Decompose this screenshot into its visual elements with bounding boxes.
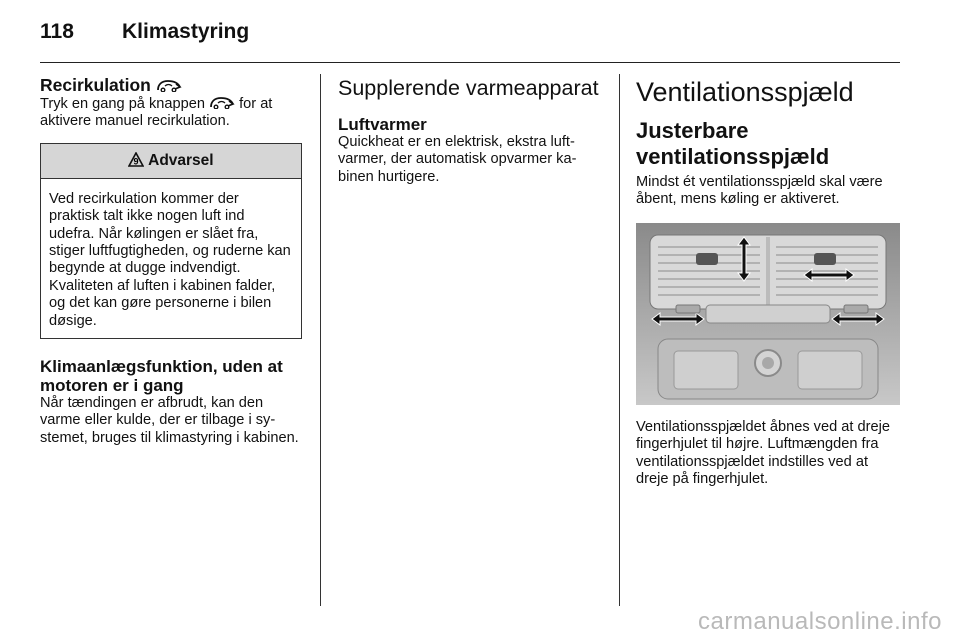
supplementary-heater-heading: Supplerende varmeapparat (338, 76, 599, 100)
air-heater-paragraph: Quickheat er en elektrisk, ekstra luftvarmer, der automatisk opvarmer kabinen hurtigere. (338, 134, 577, 185)
air-heater-subheading: Luftvarmer (338, 115, 427, 134)
warning-title: Advarsel (148, 151, 214, 169)
column-left (40, 76, 302, 447)
recirculation-icon (209, 95, 235, 109)
column-middle (338, 76, 602, 186)
engine-off-heading: Klimaanlægsfunktion, uden at motoren er i gang (40, 357, 283, 396)
warning-triangle-icon (128, 152, 144, 167)
recirculation-text-a: Tryk en gang på knappen (40, 96, 205, 112)
warning-text: Ved recirkulation kommer der praktisk talt ikke nogen luft ind udefra. Når kølingen er slået fra, stiger luftfugtigheden, og ruderne kan begynde at dugge indvendigt. Kvaliteten af luften i kabinen falder, og det kan gøre personerne i bilen døsige. (49, 190, 291, 329)
warning-box (40, 143, 302, 339)
page-number: 118 (40, 20, 74, 43)
adjustable-vents-subheading: Justerbare ventilationsspjæld (636, 118, 830, 169)
column-divider (619, 74, 620, 606)
column-right (636, 76, 902, 488)
page-title: Klimastyring (122, 20, 250, 43)
ventilation-heading: Ventilationsspjæld (636, 77, 854, 107)
engine-off-paragraph: Når tændingen er afbrudt, kan den varme eller kulde, der er tilbage i systemet, bruges til klimastyring i kabinen. (40, 395, 299, 446)
svg-text:9: 9 (133, 156, 139, 167)
recirculation-heading (40, 76, 302, 95)
vents-paragraph: Mindst ét ventilationsspjæld skal være åbent, mens køling er aktiveret. (636, 174, 883, 208)
column-divider (320, 74, 321, 606)
air-vent-photo (636, 223, 900, 405)
page-header (40, 20, 900, 63)
vents-caption-paragraph: Ventilationsspjældet åbnes ved at dreje fingerhjulet til højre. Luftmængden fra ventilationsspjældet indstilles ved at dreje på fingerhjulet. (636, 418, 890, 488)
recirculation-icon (156, 78, 182, 92)
recirculation-paragraph (40, 95, 302, 131)
watermark: carmanualsonline.info (698, 608, 942, 635)
recirculation-heading-text: Recirkulation (40, 75, 151, 95)
warning-header (41, 144, 301, 179)
recirculation-text-b: for at aktivere manuel recirkulation. (40, 96, 273, 130)
